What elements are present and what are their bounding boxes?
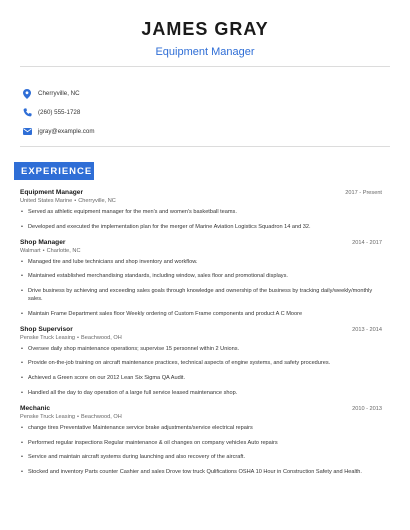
contact-email	[22, 122, 95, 141]
experience-section-heading: EXPERIENCE	[14, 162, 94, 180]
contact-list	[22, 84, 95, 141]
job-bullet: • Service and maintain aircraft systems during launching and also recovery of the aircraft.	[20, 454, 382, 462]
job-location: Beachwood, OH	[81, 334, 122, 341]
candidate-title: Equipment Manager	[155, 46, 255, 58]
job-title: Shop Manager	[20, 238, 66, 246]
job-bullet: • Achieved a Green score on our 2012 Lean Six Sigma QA Audit.	[20, 375, 382, 383]
job-bullet: • Maintained established merchandising standards, including window, sales floor and promotional displays.	[20, 273, 382, 281]
job-bullet: • change tires Preventative Maintenance service brake adjustments/service electrical repairs	[20, 425, 382, 433]
job-bullet: • Maintain Frame Department sales floor Weekly ordering of Custom Frame components and product A C Moore	[20, 311, 382, 319]
separator-dot: •	[77, 413, 80, 420]
job-title: Mechanic	[20, 404, 51, 412]
job-bullet: • Oversee daily shop maintenance operations; supervise 15 personnel within 2 Unions.	[20, 346, 382, 354]
job-company: United States Marine	[20, 198, 73, 204]
job-bullet: • Drive business by achieving and exceeding sales goals through knowledge and ownership of the business by tracking daily/weekly/monthly sales.	[20, 288, 382, 304]
job-title: Shop Supervisor	[20, 325, 73, 333]
job-employer-line	[20, 198, 382, 204]
contact-location	[22, 84, 95, 103]
job-employer-line	[20, 414, 382, 420]
job-company: Penske Truck Leasing	[20, 334, 76, 341]
separator-dot: •	[42, 247, 45, 254]
job-location: Beachwood, OH	[81, 413, 122, 420]
experience-list	[20, 189, 382, 484]
job-employer-line	[20, 248, 382, 254]
job-bullet: • Handled all the day to day operation of a large full service leased maintenance shop.	[20, 390, 382, 398]
job-entry	[20, 405, 382, 477]
resume-header	[0, 0, 410, 59]
header-divider	[20, 66, 390, 67]
job-employer-line	[20, 335, 382, 341]
job-bullets	[20, 346, 382, 398]
job-bullets	[20, 209, 382, 232]
phone-icon	[22, 108, 32, 118]
map-pin-icon	[22, 89, 32, 99]
candidate-name: JAMES GRAY	[141, 19, 269, 39]
job-location: Cherryville, NC	[78, 198, 116, 204]
contact-phone	[22, 103, 95, 122]
job-title: Equipment Manager	[20, 189, 84, 196]
separator-dot: •	[77, 334, 80, 341]
job-bullet: • Developed and executed the implementation plan for the merger of Marine Aviation Logistics Squadron 14 and 32.	[20, 224, 382, 232]
job-entry	[20, 239, 382, 319]
job-location: Charlotte, NC	[46, 247, 81, 254]
job-dates: 2017 - Present	[345, 190, 382, 196]
job-bullets	[20, 259, 382, 319]
job-bullet: • Performed regular inspections Regular maintenance & oil changes on company vehicles Auto repairs	[20, 440, 382, 448]
job-bullet: • Served as athletic equipment manager for the men's and women's basketball teams.	[20, 209, 382, 217]
job-dates: 2010 - 2013	[352, 405, 382, 412]
job-dates: 2014 - 2017	[352, 239, 382, 246]
job-bullets	[20, 425, 382, 477]
job-company: Penske Truck Leasing	[20, 413, 76, 420]
job-entry	[20, 326, 382, 398]
envelope-icon	[22, 127, 32, 137]
location-text: Cherryville, NC	[38, 90, 80, 97]
job-dates: 2013 - 2014	[352, 326, 382, 333]
contact-divider	[20, 146, 390, 147]
job-bullet: • Stocked and inventory Parts counter Cashier and sales Drove tow truck Qulifications OSHA 10 Hour in Construction Safety and Health.	[20, 469, 382, 477]
email-text: jgray@example.com	[38, 128, 95, 135]
job-bullet: • Managed tire and lube technicians and shop inventory and workflow.	[20, 259, 382, 267]
phone-text: (260) 555-1728	[38, 109, 81, 116]
job-entry	[20, 189, 382, 232]
job-company: Walmart	[20, 247, 41, 254]
job-bullet: • Provide on-the-job training on aircraft maintenance practices, technical aspects of engine systems, and safety procedures.	[20, 360, 382, 368]
separator-dot: •	[74, 198, 77, 204]
